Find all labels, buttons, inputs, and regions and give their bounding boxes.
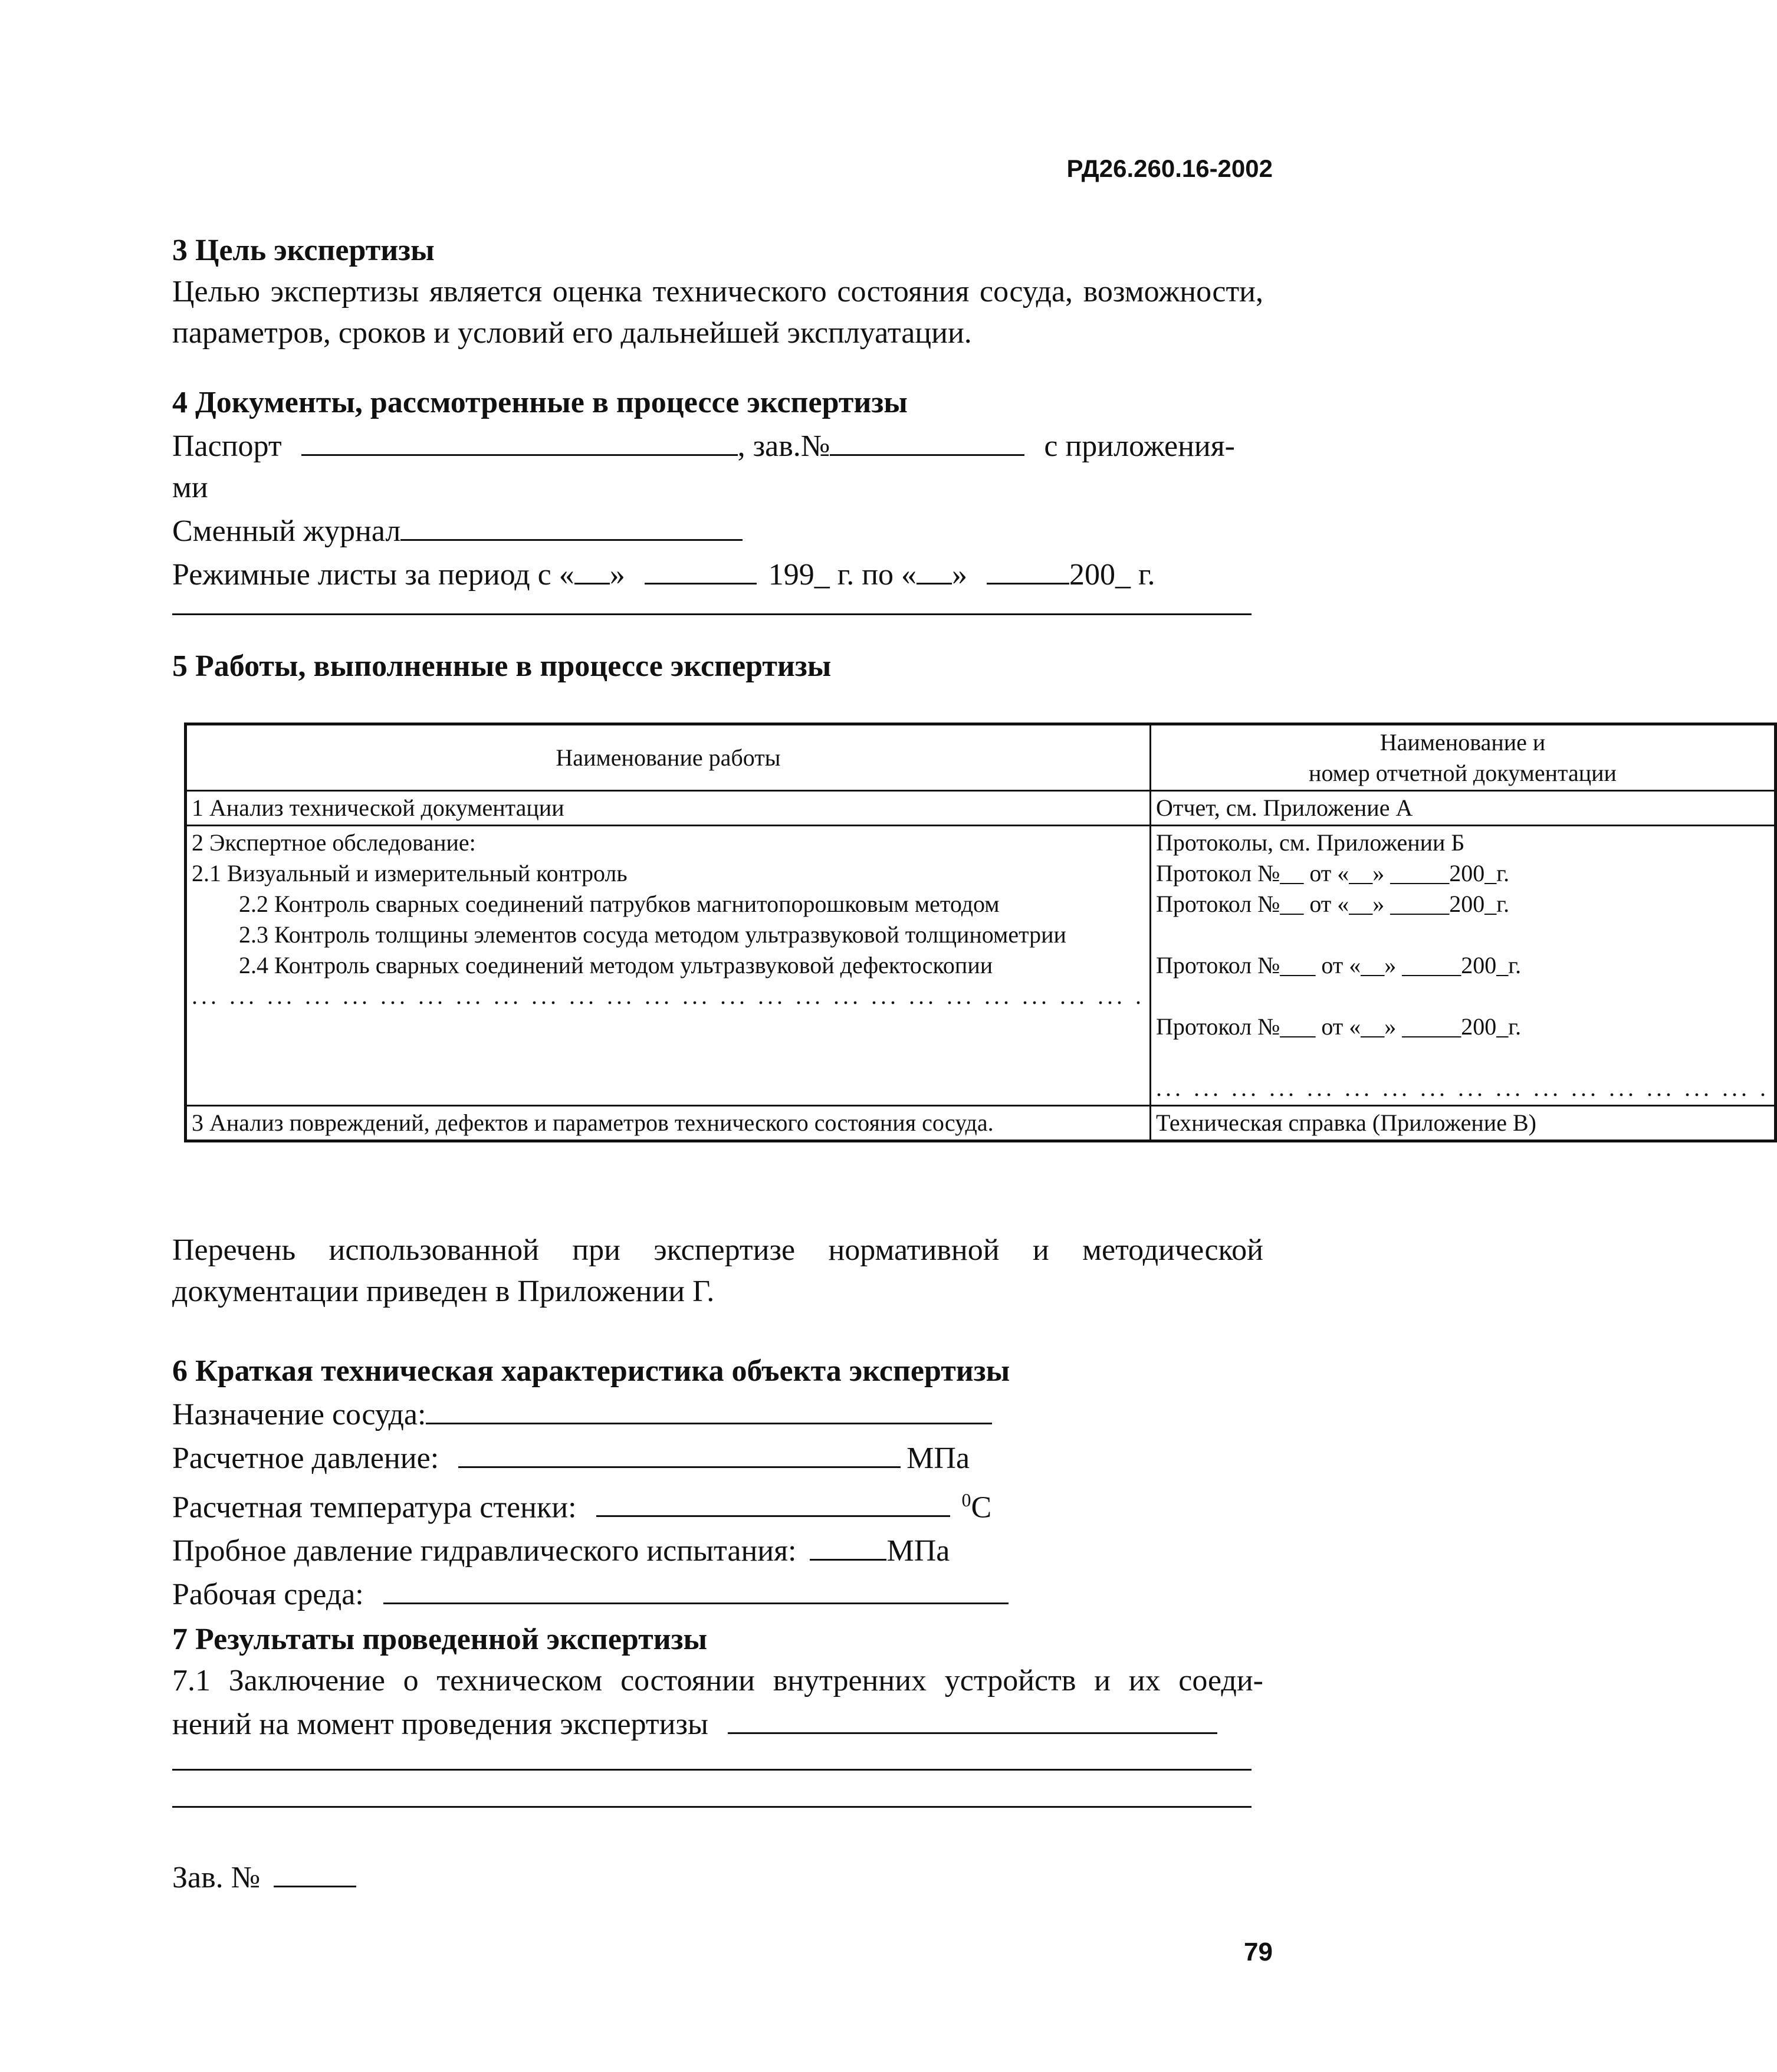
test-pressure-field [810, 1528, 886, 1561]
test-pressure-label: Пробное давление гидравлического испытания: [172, 1534, 797, 1568]
footer-zav [172, 1855, 1263, 1899]
section-3-text: Целью экспертизы является оценка технического состояния сосуда, возможности, параметров, сроков и условий его дальнейшей эксплуатации. [172, 275, 1263, 350]
appendix-cont: ми [172, 471, 208, 504]
regime-year1: 199_ г. по « [768, 558, 917, 592]
section-4-title: 4 Документы, рассмотренные в процессе экспертизы [172, 386, 908, 419]
purpose-field [426, 1392, 992, 1424]
section-7-text-1: 7.1 Заключение о техническом состоянии внутренних устройств и их соеди- [172, 1664, 1263, 1697]
work-item: 2.2 Контроль сварных соединений патрубков магнитопорошковым методом [239, 891, 1000, 917]
table-header-row [186, 724, 1776, 791]
doc-item-dots: ... ... ... ... ... ... ... ... ... ... ... ... ... ... ... ... . [1156, 1075, 1769, 1101]
purpose-label: Назначение сосуда: [172, 1398, 426, 1431]
doc-cell-group [1151, 826, 1776, 1106]
doc-item: Протокол №__ от «__» _____200_г. [1156, 860, 1510, 886]
normative-note: Перечень использованной при экспертизе нормативной и методической документации приведен в Приложении Г. [172, 1233, 1263, 1308]
work-item: 2.1 Визуальный и измерительный контроль [192, 860, 628, 886]
zav-field [830, 423, 1024, 456]
appendix-label: с приложения- [1044, 429, 1235, 463]
work-cell: 1 Анализ технической документации [186, 791, 1151, 826]
journal-field [400, 508, 743, 541]
journal-label: Сменный журнал [172, 514, 401, 548]
quote-close-2: » [952, 558, 968, 592]
section-7-title: 7 Результаты проведенной экспертизы [172, 1623, 708, 1656]
table-row [186, 791, 1776, 826]
footer-zav-label: Зав. № [172, 1861, 261, 1894]
temp-unit: С [971, 1490, 992, 1525]
section-5 [172, 646, 1263, 687]
temp-line [172, 1479, 1263, 1528]
passport-field [301, 423, 738, 456]
test-pressure-unit: МПа [886, 1534, 950, 1568]
conclusion-line-3 [172, 1806, 1252, 1808]
col-header-doc-line2: номер отчетной документации [1309, 759, 1617, 786]
doc-item: Протокол №___ от «__» _____200_г. [1156, 1013, 1522, 1040]
passport-label: Паспорт [172, 429, 282, 463]
section-3-title: 3 Цель экспертизы [172, 234, 435, 267]
regime-month1-field [645, 552, 757, 585]
passport-line [172, 423, 1263, 467]
regime-label: Режимные листы за период с « [172, 558, 574, 592]
zav-label: , зав.№ [737, 429, 830, 463]
pressure-line [172, 1436, 1263, 1479]
temp-field [596, 1485, 950, 1517]
work-item-dots: ... ... ... ... ... ... ... ... ... ... ... ... ... ... ... ... ... ... ... ... ... ... ... ... ... . [192, 983, 1145, 1009]
medium-field [383, 1572, 1009, 1604]
footer-zav-field [274, 1855, 356, 1887]
col-header-doc [1151, 724, 1776, 791]
doc-item: Протокол №___ от «__» _____200_г. [1156, 952, 1522, 978]
col-header-doc-line1: Наименование и [1379, 728, 1546, 756]
pressure-unit: МПа [906, 1441, 970, 1475]
conclusion-line-2 [172, 1769, 1252, 1771]
medium-label: Рабочая среда: [172, 1578, 364, 1612]
test-pressure-line [172, 1528, 1263, 1572]
pressure-label: Расчетное давление: [172, 1441, 439, 1475]
doc-item: Протоколы, см. Приложении Б [1156, 829, 1465, 856]
temp-label: Расчетная температура стенки: [172, 1490, 577, 1525]
col-header-work: Наименование работы [186, 724, 1151, 791]
conclusion-field [728, 1702, 1217, 1734]
table-row [186, 1106, 1776, 1141]
section-3 [172, 230, 1263, 354]
regime-year2: 200_ г. [1069, 558, 1155, 592]
journal-line [172, 508, 1263, 552]
regime-month2-field [987, 552, 1069, 585]
section-7 [172, 1619, 1263, 1808]
pressure-field [458, 1436, 901, 1468]
quote-close: » [609, 558, 625, 592]
degree-sup: 0 [961, 1489, 971, 1511]
regime-day2-field [917, 552, 952, 585]
page-number: 79 [1244, 1938, 1273, 1966]
section-5-title: 5 Работы, выполненные в процессе экспертизы [172, 649, 832, 683]
section-4 [172, 382, 1263, 615]
section-7-text-2: нений на момент проведения экспертизы [172, 1707, 708, 1741]
work-item: 2.3 Контроль толщины элементов сосуда методом ультразвуковой толщинометрии [239, 921, 1066, 948]
work-cell: 3 Анализ повреждений, дефектов и параметров технического состояния сосуда. [186, 1106, 1151, 1141]
section-6-title: 6 Краткая техническая характеристика объекта экспертизы [172, 1354, 1010, 1388]
works-table [184, 723, 1777, 1142]
doc-item: Протокол №__ от «__» _____200_г. [1156, 891, 1510, 917]
work-item: 2 Экспертное обследование: [192, 829, 476, 856]
regime-day1-field [574, 552, 610, 585]
work-cell-group [186, 826, 1151, 1106]
purpose-line [172, 1392, 1263, 1436]
regime-extra-line [172, 613, 1252, 615]
section-6 [172, 1351, 1263, 1615]
medium-line [172, 1572, 1263, 1615]
work-item: 2.4 Контроль сварных соединений методом ультразвуковой дефектоскопии [239, 952, 993, 978]
section-7-line-2 [172, 1702, 1263, 1745]
doc-cell: Отчет, см. Приложение А [1151, 791, 1776, 826]
regime-line [172, 552, 1263, 596]
doc-cell: Техническая справка (Приложение В) [1151, 1106, 1776, 1141]
table-row [186, 826, 1776, 1106]
document-code: РД26.260.16-2002 [1066, 155, 1273, 182]
